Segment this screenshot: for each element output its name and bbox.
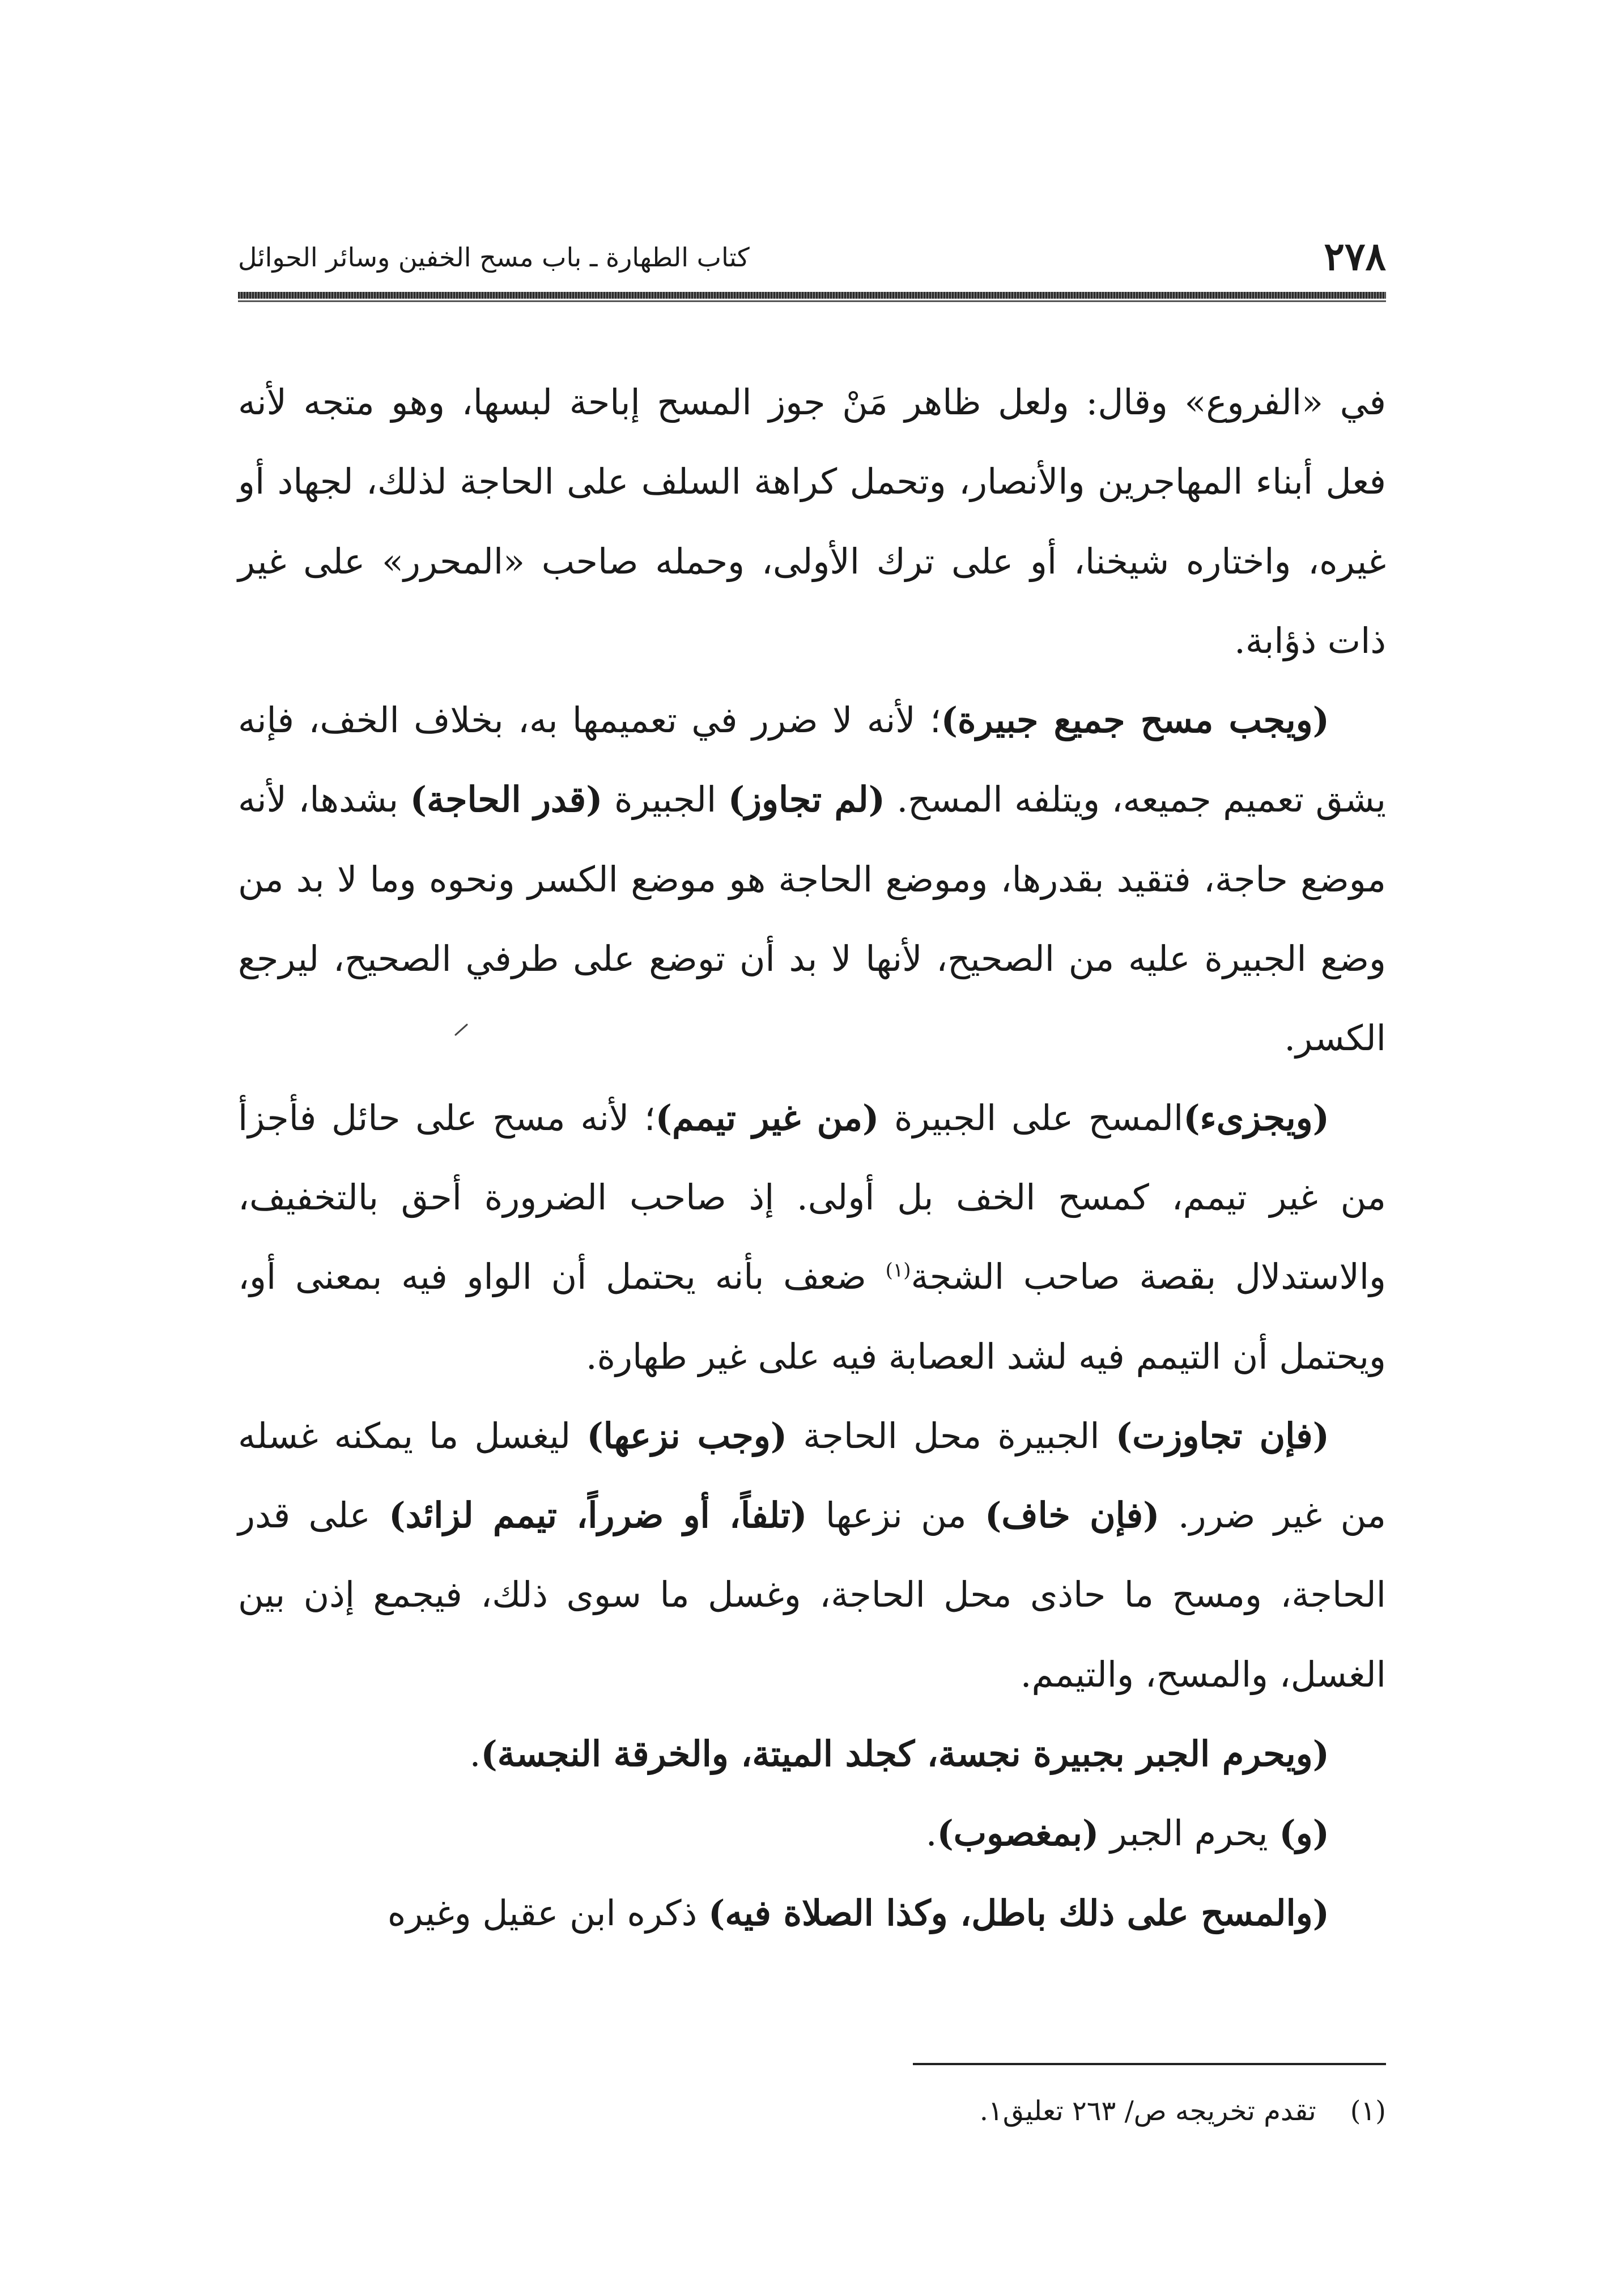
bold-phrase: (بمغصوب): [937, 1812, 1099, 1854]
body-run: الجبيرة: [602, 779, 728, 821]
body-run: من نزعها: [807, 1494, 985, 1536]
body-run: يحرم الجبر: [1099, 1812, 1279, 1854]
footnote-marker: (١): [885, 1259, 911, 1282]
paragraph-1-text: في «الفروع» وقال: ولعل ظاهر مَنْ جوز المسح إباحة لبسها، وهو متجه لأنه فعل أبناء المهاجرين والأنصار، وتحمل كراهة السلف على الحاجة لذلك، لجهاد أو غيره، واختاره شيخنا، أو على ترك الأولى، وحمله صاحب «المحرر» على غير ذات ذؤابة.: [238, 381, 1386, 661]
bold-phrase: (قدر الحاجة): [410, 779, 603, 821]
paragraph-7: [238, 1874, 1386, 1953]
paragraph-4: [238, 1396, 1386, 1714]
bold-phrase: (و): [1279, 1812, 1329, 1854]
paragraph-5: [238, 1714, 1386, 1794]
paragraph-3: [238, 1078, 1386, 1396]
bold-phrase: (فإن خاف): [985, 1494, 1160, 1536]
bold-phrase: (فإن تجاوزت): [1115, 1415, 1329, 1457]
body-run: .: [469, 1733, 481, 1775]
body-run: بشدها، لأنه موضع حاجة، فتقيد بقدرها، وموضع الحاجة هو موضع الكسر ونحوه وما لا بد من وضع الجبيرة عليه من الصحيح، لأنها لا بد أن توضع على طرفي الصحيح، ليرجع الكسر.: [238, 779, 1386, 1059]
header-rule: [238, 292, 1386, 299]
bold-phrase: (تلفاً، أو ضرراً، تيمم لزائد): [389, 1494, 807, 1536]
paragraph-6: [238, 1794, 1386, 1873]
header-rule-thin: [238, 300, 1386, 302]
body-run: ؛ لأنه لا ضرر في تعميمها به، بخلاف الخف، فإنه يشق تعميم جميعه، ويتلفه المسح.: [238, 699, 1386, 821]
body-run: ليغسل ما يمكنه غسله من غير ضرر.: [238, 1415, 1387, 1536]
page-number: ٢٧٨: [1324, 234, 1386, 279]
body-run: الجبيرة محل الحاجة: [787, 1415, 1116, 1457]
running-title: كتاب الطهارة ـ باب مسح الخفين وسائر الحوائل: [238, 242, 750, 273]
body-text: [238, 363, 1386, 1953]
footnote-number: (١): [1350, 2095, 1386, 2127]
running-header: [238, 234, 1386, 279]
bold-phrase: (ويحرم الجبر بجبيرة نجسة، كجلد الميتة، والخرقة النجسة): [481, 1733, 1329, 1775]
footnote: [238, 2091, 1386, 2131]
body-run: ؛ لأنه مسح على حائل فأجزأ من غير تيمم، كمسح الخف بل أولى. إذ صاحب الضرورة أحق بالتخفيف، والاستدلال بقصة صاحب الشجة: [238, 1097, 1386, 1298]
body-run: ذكره ابن عقيل وغيره: [387, 1892, 708, 1934]
body-run: .: [925, 1812, 937, 1854]
footnote-rule: [913, 2063, 1386, 2065]
footnote-text: تقدم تخريجه ص/ ٢٦٣ تعليق١.: [979, 2095, 1316, 2127]
bold-phrase: (ويجب مسح جميع جبيرة): [941, 699, 1329, 741]
bold-phrase: (لم تجاوز): [728, 779, 886, 821]
bold-phrase: (ويجزىء): [1183, 1097, 1329, 1139]
paragraph-1: [238, 363, 1386, 681]
body-run: المسح على الجبيرة: [879, 1097, 1184, 1139]
body-run: على قدر الحاجة، ومسح ما حاذى محل الحاجة، وغسل ما سوى ذلك، فيجمع إذن بين الغسل، والمسح، والتيمم.: [238, 1494, 1386, 1695]
paragraph-2: [238, 681, 1386, 1078]
bold-phrase: (والمسح على ذلك باطل، وكذا الصلاة فيه): [708, 1892, 1329, 1934]
bold-phrase: (من غير تيمم): [655, 1097, 879, 1139]
bold-phrase: (وجب نزعها): [586, 1415, 788, 1457]
pen-mark: [453, 1020, 470, 1037]
body-run: ضعف بأنه يحتمل أن الواو فيه بمعنى أو، ويحتمل أن التيمم فيه لشد العصابة فيه على غير طهارة.: [238, 1256, 1386, 1377]
